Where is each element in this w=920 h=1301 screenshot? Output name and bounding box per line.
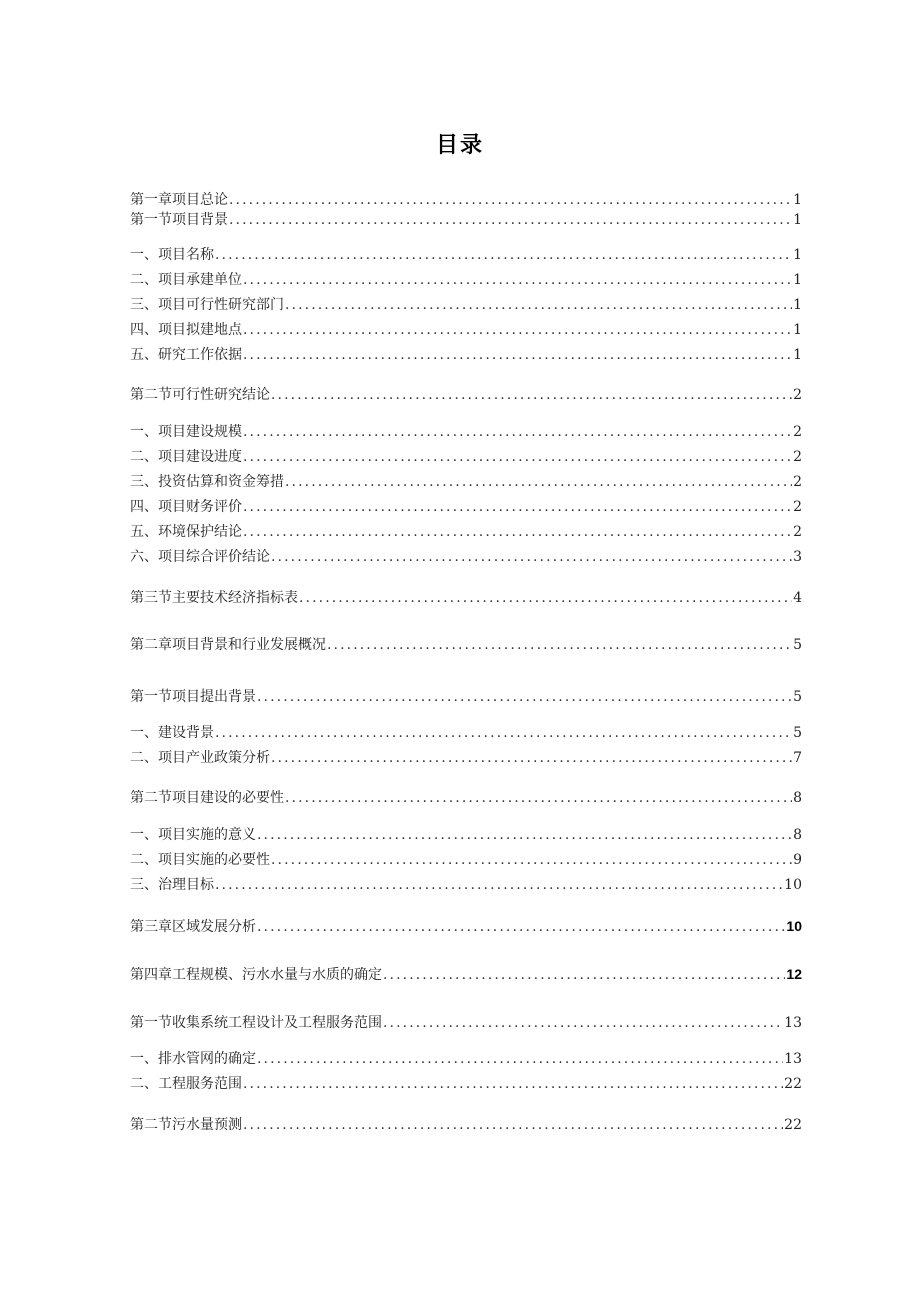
toc-entry-page: 1 <box>793 297 802 313</box>
toc-entry[interactable] <box>130 497 802 517</box>
toc-entry-page: 22 <box>784 1117 802 1133</box>
dot-leader <box>243 345 792 365</box>
toc-entry[interactable] <box>130 1074 802 1094</box>
toc-entry-label: 第二章项目背景和行业发展概况 <box>130 637 326 653</box>
toc-entry-page: 13 <box>784 1051 802 1067</box>
toc-entry[interactable] <box>130 964 802 984</box>
toc-entry[interactable] <box>130 850 802 870</box>
dot-leader <box>271 748 792 768</box>
toc-entry-page: 22 <box>784 1076 802 1092</box>
dot-leader <box>229 190 792 210</box>
dot-leader <box>383 1013 783 1033</box>
dot-leader <box>243 270 792 290</box>
dot-leader <box>271 850 792 870</box>
toc-entry-label: 一、项目建设规模 <box>130 424 242 440</box>
dot-leader <box>271 385 792 405</box>
dot-leader <box>215 723 792 743</box>
toc-entry-label: 四、项目财务评价 <box>130 499 242 515</box>
toc-entry-page: 9 <box>793 852 802 868</box>
toc-entry-page: 5 <box>793 689 802 705</box>
toc-entry-page: 10 <box>784 877 802 893</box>
dot-leader <box>285 295 792 315</box>
toc-entry-page: 1 <box>793 212 802 228</box>
dot-leader <box>229 210 792 230</box>
toc-entry-label: 第一节项目背景 <box>130 212 228 228</box>
toc-entry-label: 第三章区域发展分析 <box>130 919 256 935</box>
dot-leader <box>243 1074 783 1094</box>
toc-entry-page: 3 <box>793 549 802 565</box>
toc-entry[interactable] <box>130 320 802 340</box>
dot-leader <box>257 1049 783 1069</box>
dot-leader <box>257 917 785 937</box>
toc-entry-page: 2 <box>793 449 802 465</box>
dot-leader <box>299 588 792 608</box>
toc-entry[interactable] <box>130 635 802 655</box>
dot-leader <box>243 320 792 340</box>
toc-entry-label: 二、项目实施的必要性 <box>130 852 270 868</box>
toc-entry-label: 第一章项目总论 <box>130 192 228 208</box>
toc-entry[interactable] <box>130 748 802 768</box>
toc-entry[interactable] <box>130 1115 802 1135</box>
dot-leader <box>243 447 792 467</box>
toc-entry[interactable] <box>130 295 802 315</box>
toc-entry[interactable] <box>130 788 802 808</box>
toc-entry[interactable] <box>130 522 802 542</box>
dot-leader <box>271 547 792 567</box>
toc-entry-page: 1 <box>793 192 802 208</box>
toc-entry[interactable] <box>130 345 802 365</box>
dot-leader <box>285 472 792 492</box>
toc-entry[interactable] <box>130 385 802 405</box>
toc-entry-page: 2 <box>793 474 802 490</box>
dot-leader <box>383 965 785 985</box>
toc-entry[interactable] <box>130 547 802 567</box>
toc-entry-label: 一、项目实施的意义 <box>130 827 256 843</box>
dot-leader <box>243 1115 783 1135</box>
toc-entry[interactable] <box>130 245 802 265</box>
toc-entry-page: 1 <box>793 247 802 263</box>
toc-entry[interactable] <box>130 1013 802 1033</box>
toc-entry-label: 一、建设背景 <box>130 725 214 741</box>
toc-entry[interactable] <box>130 447 802 467</box>
toc-entry-page: 1 <box>793 347 802 363</box>
toc-entry-page: 13 <box>784 1015 802 1031</box>
toc-entry-page: 2 <box>793 499 802 515</box>
toc-entry[interactable] <box>130 270 802 290</box>
toc-entry[interactable] <box>130 723 802 743</box>
dot-leader <box>243 422 792 442</box>
toc-entry-page: 5 <box>793 637 802 653</box>
toc-entry-label: 第三节主要技术经济指标表 <box>130 590 298 606</box>
dot-leader <box>257 687 792 707</box>
toc-entry-label: 一、排水管网的确定 <box>130 1051 256 1067</box>
toc-entry-label: 五、研究工作依据 <box>130 347 242 363</box>
toc-entry-label: 第四章工程规模、污水水量与水质的确定 <box>130 967 382 983</box>
toc-entry-page: 1 <box>793 272 802 288</box>
toc-entry-label: 第二节污水量预测 <box>130 1117 242 1133</box>
toc-entry-page: 4 <box>793 590 802 606</box>
toc-entry-label: 二、工程服务范围 <box>130 1076 242 1092</box>
toc-entry[interactable] <box>130 825 802 845</box>
toc-entry-page: 8 <box>793 790 802 806</box>
toc-entry[interactable] <box>130 1049 802 1069</box>
toc-entry[interactable] <box>130 687 802 707</box>
toc-entry-page: 1 <box>793 322 802 338</box>
toc-title: 目录 <box>435 133 484 158</box>
toc-entry-label: 三、项目可行性研究部门 <box>130 297 284 313</box>
dot-leader <box>327 635 792 655</box>
toc-entry-page: 12 <box>786 966 802 982</box>
toc-entry-label: 三、投资估算和资金筹措 <box>130 474 284 490</box>
toc-entry-page: 8 <box>793 827 802 843</box>
toc-entry-page: 2 <box>793 524 802 540</box>
dot-leader <box>215 245 792 265</box>
toc-entry-label: 三、治理目标 <box>130 877 214 893</box>
dot-leader <box>243 522 792 542</box>
toc-entry-label: 第二节项目建设的必要性 <box>130 790 284 806</box>
toc-entry-label: 二、项目产业政策分析 <box>130 750 270 766</box>
toc-entry-page: 7 <box>793 750 802 766</box>
toc-entry-label: 二、项目承建单位 <box>130 272 242 288</box>
toc-entry-label: 六、项目综合评价结论 <box>130 549 270 565</box>
toc-entry-label: 四、项目拟建地点 <box>130 322 242 338</box>
toc-entry-page: 5 <box>793 725 802 741</box>
toc-entry-page: 10 <box>786 918 802 934</box>
dot-leader <box>215 875 783 895</box>
toc-entry[interactable] <box>130 210 802 230</box>
toc-entry-page: 2 <box>793 387 802 403</box>
toc-entry[interactable] <box>130 916 802 936</box>
toc-entry-label: 第一节收集系统工程设计及工程服务范围 <box>130 1015 382 1031</box>
toc-entry-label: 一、项目名称 <box>130 247 214 263</box>
toc-entry[interactable] <box>130 190 802 210</box>
dot-leader <box>285 788 792 808</box>
toc-entry-label: 二、项目建设进度 <box>130 449 242 465</box>
toc-entry-page: 2 <box>793 424 802 440</box>
toc-entry[interactable] <box>130 422 802 442</box>
toc-entry-label: 五、环境保护结论 <box>130 524 242 540</box>
toc-entry[interactable] <box>130 472 802 492</box>
toc-entry-label: 第二节可行性研究结论 <box>130 387 270 403</box>
dot-leader <box>243 497 792 517</box>
toc-entry[interactable] <box>130 588 802 608</box>
dot-leader <box>257 825 792 845</box>
toc-entry[interactable] <box>130 875 802 895</box>
toc-entry-label: 第一节项目提出背景 <box>130 689 256 705</box>
